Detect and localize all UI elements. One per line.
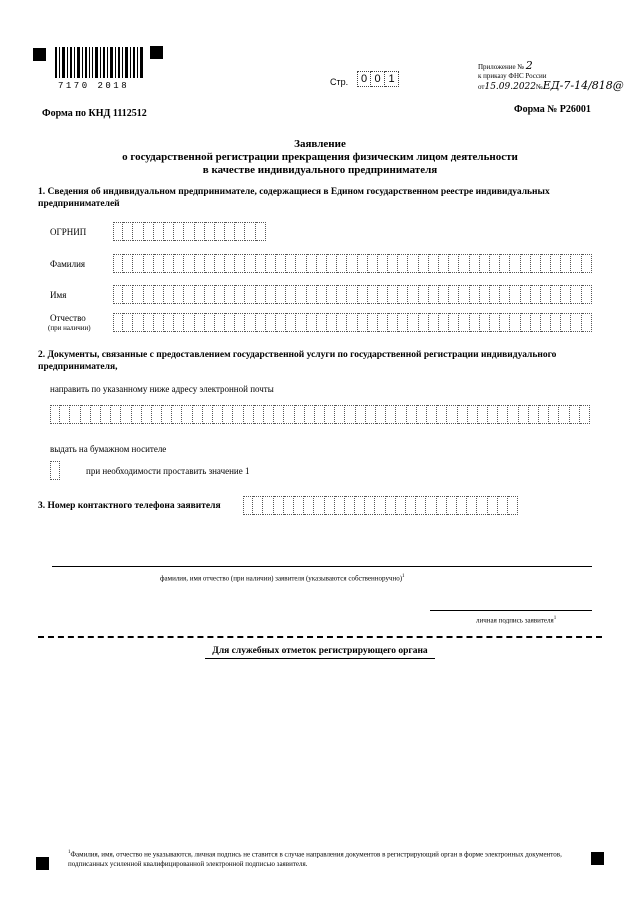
char-cell[interactable] xyxy=(113,254,123,273)
char-cell[interactable] xyxy=(398,254,408,273)
char-cell[interactable] xyxy=(480,313,490,332)
char-cell[interactable] xyxy=(245,222,255,241)
char-cell[interactable] xyxy=(337,254,347,273)
char-cell[interactable] xyxy=(266,254,276,273)
corner-marker-bottom-left xyxy=(36,857,49,870)
char-cell[interactable] xyxy=(426,496,436,515)
appendix-prefix: от xyxy=(478,83,485,91)
char-cell[interactable] xyxy=(551,254,561,273)
char-cell[interactable] xyxy=(244,405,254,424)
char-cell[interactable] xyxy=(213,405,223,424)
char-cell[interactable] xyxy=(235,313,245,332)
title-line1: Заявление xyxy=(294,138,346,150)
char-cell[interactable] xyxy=(225,222,235,241)
char-cell[interactable] xyxy=(245,285,255,304)
char-cell[interactable] xyxy=(559,405,569,424)
email-field[interactable] xyxy=(50,405,590,424)
surname-label: Фамилия xyxy=(50,259,86,269)
char-cell[interactable] xyxy=(368,254,378,273)
barcode-image xyxy=(55,47,145,78)
char-cell[interactable] xyxy=(233,405,243,424)
char-cell[interactable] xyxy=(490,313,500,332)
char-cell[interactable] xyxy=(184,254,194,273)
char-cell[interactable] xyxy=(215,222,225,241)
char-cell[interactable] xyxy=(417,405,427,424)
char-cell[interactable] xyxy=(478,405,488,424)
knd-code: Форма по КНД 1112512 xyxy=(42,108,147,119)
fio-caption-text: фамилия, имя отчество (при наличии) заявителя (указываются собственноручно) xyxy=(160,574,403,583)
page-label: Стр. xyxy=(330,77,349,87)
char-cell[interactable] xyxy=(347,254,357,273)
char-cell[interactable] xyxy=(335,496,345,515)
char-cell[interactable] xyxy=(429,313,439,332)
char-cell[interactable] xyxy=(245,313,255,332)
char-cell[interactable] xyxy=(327,285,337,304)
char-cell[interactable] xyxy=(467,496,477,515)
name-field[interactable] xyxy=(113,285,592,304)
office-heading-underline xyxy=(205,658,435,659)
char-cell[interactable] xyxy=(355,496,365,515)
char-cell[interactable] xyxy=(470,285,480,304)
char-cell[interactable] xyxy=(541,254,551,273)
char-cell[interactable] xyxy=(366,405,376,424)
char-cell[interactable] xyxy=(235,222,245,241)
char-cell[interactable] xyxy=(174,254,184,273)
char-cell[interactable] xyxy=(263,496,273,515)
char-cell[interactable] xyxy=(551,285,561,304)
char-cell[interactable] xyxy=(243,496,253,515)
char-cell[interactable] xyxy=(500,285,510,304)
appendix-number-sign: № xyxy=(536,83,543,91)
char-cell[interactable] xyxy=(172,405,182,424)
char-cell[interactable] xyxy=(174,313,184,332)
char-cell[interactable] xyxy=(256,285,266,304)
office-heading: Для служебных отметок регистрирующего органа xyxy=(212,646,428,656)
char-cell[interactable] xyxy=(419,313,429,332)
char-cell[interactable] xyxy=(327,313,337,332)
char-cell[interactable] xyxy=(541,313,551,332)
char-cell[interactable] xyxy=(133,254,143,273)
char-cell[interactable] xyxy=(439,285,449,304)
char-cell[interactable] xyxy=(490,285,500,304)
char-cell[interactable] xyxy=(521,285,531,304)
char-cell[interactable] xyxy=(521,313,531,332)
char-cell[interactable] xyxy=(164,285,174,304)
char-cell[interactable] xyxy=(195,313,205,332)
char-cell[interactable] xyxy=(388,313,398,332)
char-cell[interactable] xyxy=(215,313,225,332)
char-cell[interactable] xyxy=(205,285,215,304)
ogrnip-field[interactable] xyxy=(113,222,266,241)
char-cell[interactable] xyxy=(307,254,317,273)
phone-field[interactable] xyxy=(243,496,518,515)
char-cell[interactable] xyxy=(286,285,296,304)
char-cell[interactable] xyxy=(531,254,541,273)
char-cell[interactable] xyxy=(215,285,225,304)
char-cell[interactable] xyxy=(296,313,306,332)
char-cell[interactable] xyxy=(276,285,286,304)
char-cell[interactable] xyxy=(419,254,429,273)
footnote-marker: 1 xyxy=(68,850,71,855)
char-cell[interactable] xyxy=(123,254,133,273)
char-cell[interactable] xyxy=(470,254,480,273)
char-cell[interactable] xyxy=(510,254,520,273)
char-cell[interactable] xyxy=(396,405,406,424)
char-cell[interactable] xyxy=(203,405,213,424)
page-digit: 0 xyxy=(357,71,371,87)
char-cell[interactable] xyxy=(307,285,317,304)
appendix-reference xyxy=(478,61,624,92)
char-cell[interactable] xyxy=(296,285,306,304)
char-cell[interactable] xyxy=(253,496,263,515)
char-cell[interactable] xyxy=(266,285,276,304)
char-cell[interactable] xyxy=(60,405,70,424)
char-cell[interactable] xyxy=(561,285,571,304)
char-cell[interactable] xyxy=(274,405,284,424)
char-cell[interactable] xyxy=(274,496,284,515)
char-cell[interactable] xyxy=(368,313,378,332)
char-cell[interactable] xyxy=(386,405,396,424)
barcode-number: 7170 2018 xyxy=(58,81,130,91)
char-cell[interactable] xyxy=(368,285,378,304)
char-cell[interactable] xyxy=(152,405,162,424)
char-cell[interactable] xyxy=(582,254,592,273)
char-cell[interactable] xyxy=(91,405,101,424)
char-cell[interactable] xyxy=(195,222,205,241)
char-cell[interactable] xyxy=(133,222,143,241)
char-cell[interactable] xyxy=(266,313,276,332)
char-cell[interactable] xyxy=(480,254,490,273)
footnote xyxy=(68,848,588,869)
char-cell[interactable] xyxy=(294,496,304,515)
char-cell[interactable] xyxy=(154,313,164,332)
form-title xyxy=(0,138,640,177)
char-cell[interactable] xyxy=(427,405,437,424)
fio-caption xyxy=(160,574,405,582)
char-cell[interactable] xyxy=(378,313,388,332)
char-cell[interactable] xyxy=(419,285,429,304)
corner-marker-top-right xyxy=(150,46,163,59)
page-digit: 1 xyxy=(385,71,399,87)
signature-caption xyxy=(476,616,556,624)
char-cell[interactable] xyxy=(376,405,386,424)
char-cell[interactable] xyxy=(193,405,203,424)
char-cell[interactable] xyxy=(70,405,80,424)
char-cell[interactable] xyxy=(205,222,215,241)
signature-caption-text: личная подпись заявителя xyxy=(476,616,554,625)
char-cell[interactable] xyxy=(195,254,205,273)
char-cell[interactable] xyxy=(235,254,245,273)
char-cell[interactable] xyxy=(325,405,335,424)
char-cell[interactable] xyxy=(490,254,500,273)
ogrnip-label: ОГРНИП xyxy=(50,227,87,237)
char-cell[interactable] xyxy=(378,285,388,304)
char-cell[interactable] xyxy=(225,313,235,332)
char-cell[interactable] xyxy=(358,285,368,304)
char-cell[interactable] xyxy=(307,313,317,332)
fio-footnote-ref: 1 xyxy=(402,574,405,579)
char-cell[interactable] xyxy=(549,405,559,424)
char-cell[interactable] xyxy=(256,313,266,332)
char-cell[interactable] xyxy=(144,313,154,332)
appendix-number: 2 xyxy=(525,59,533,72)
paper-checkbox[interactable] xyxy=(50,461,60,480)
char-cell[interactable] xyxy=(437,405,447,424)
char-cell[interactable] xyxy=(317,254,327,273)
char-cell[interactable] xyxy=(235,285,245,304)
char-cell[interactable] xyxy=(335,405,345,424)
char-cell[interactable] xyxy=(429,285,439,304)
char-cell[interactable] xyxy=(458,405,468,424)
char-cell[interactable] xyxy=(408,254,418,273)
paper-label: выдать на бумажном носителе xyxy=(50,444,167,454)
char-cell[interactable] xyxy=(305,405,315,424)
char-cell[interactable] xyxy=(296,254,306,273)
char-cell[interactable] xyxy=(315,405,325,424)
char-cell[interactable] xyxy=(541,285,551,304)
char-cell[interactable] xyxy=(510,285,520,304)
char-cell[interactable] xyxy=(439,254,449,273)
char-cell[interactable] xyxy=(386,496,396,515)
char-cell[interactable] xyxy=(345,405,355,424)
char-cell[interactable] xyxy=(365,496,375,515)
char-cell[interactable] xyxy=(225,285,235,304)
char-cell[interactable] xyxy=(488,496,498,515)
char-cell[interactable] xyxy=(184,222,194,241)
char-cell[interactable] xyxy=(358,254,368,273)
char-cell[interactable] xyxy=(531,313,541,332)
char-cell[interactable] xyxy=(388,285,398,304)
char-cell[interactable] xyxy=(256,254,266,273)
char-cell[interactable] xyxy=(396,496,406,515)
patronymic-field[interactable] xyxy=(113,313,592,332)
char-cell[interactable] xyxy=(256,222,266,241)
paper-hint: при необходимости проставить значение 1 xyxy=(86,466,250,476)
char-cell[interactable] xyxy=(295,405,305,424)
char-cell[interactable] xyxy=(571,254,581,273)
char-cell[interactable] xyxy=(447,496,457,515)
char-cell[interactable] xyxy=(225,254,235,273)
appendix-line1: Приложение № xyxy=(478,63,524,71)
char-cell[interactable] xyxy=(510,313,520,332)
char-cell[interactable] xyxy=(327,254,337,273)
char-cell[interactable] xyxy=(284,405,294,424)
char-cell[interactable] xyxy=(276,254,286,273)
char-cell[interactable] xyxy=(406,496,416,515)
appendix-line2: к приказу ФНС России xyxy=(478,72,547,80)
signature-line xyxy=(430,610,592,611)
char-cell[interactable] xyxy=(580,405,590,424)
char-cell[interactable] xyxy=(113,222,123,241)
char-cell[interactable] xyxy=(437,496,447,515)
char-cell[interactable] xyxy=(162,405,172,424)
char-cell[interactable] xyxy=(174,285,184,304)
form-code: Форма № Р26001 xyxy=(514,104,591,115)
char-cell[interactable] xyxy=(358,313,368,332)
char-cell[interactable] xyxy=(449,313,459,332)
char-cell[interactable] xyxy=(142,405,152,424)
section3-heading: 3. Номер контактного телефона заявителя xyxy=(38,501,221,511)
section1-heading: 1. Сведения об индивидуальном предпринимателе, содержащиеся в Едином государственном реестре индивидуальных предпринимателей xyxy=(38,187,550,209)
corner-marker-bottom-right xyxy=(591,852,604,865)
name-label: Имя xyxy=(50,290,67,300)
char-cell[interactable] xyxy=(317,285,327,304)
section2-heading: 2. Документы, связанные с предоставлением государственной услуги по государственной регистрации индивидуального предпринимателя, xyxy=(38,350,557,372)
char-cell[interactable] xyxy=(205,313,215,332)
char-cell[interactable] xyxy=(561,313,571,332)
char-cell[interactable] xyxy=(81,405,91,424)
char-cell[interactable] xyxy=(154,285,164,304)
char-cell[interactable] xyxy=(121,405,131,424)
char-cell[interactable] xyxy=(133,285,143,304)
char-cell[interactable] xyxy=(457,496,467,515)
char-cell[interactable] xyxy=(408,313,418,332)
char-cell[interactable] xyxy=(498,405,508,424)
char-cell[interactable] xyxy=(408,285,418,304)
char-cell[interactable] xyxy=(337,313,347,332)
char-cell[interactable] xyxy=(317,313,327,332)
char-cell[interactable] xyxy=(439,313,449,332)
signature-footnote-ref: 1 xyxy=(553,616,557,621)
char-cell[interactable] xyxy=(529,405,539,424)
char-cell[interactable] xyxy=(164,222,174,241)
char-cell[interactable] xyxy=(304,496,314,515)
appendix-order: ЕД-7-14/818@ xyxy=(542,79,624,92)
char-cell[interactable] xyxy=(337,285,347,304)
char-cell[interactable] xyxy=(498,496,508,515)
title-line3: в качестве индивидуального предпринимателя xyxy=(202,164,438,176)
char-cell[interactable] xyxy=(539,405,549,424)
char-cell[interactable] xyxy=(447,405,457,424)
char-cell[interactable] xyxy=(215,254,225,273)
char-cell[interactable] xyxy=(378,254,388,273)
char-cell[interactable] xyxy=(459,254,469,273)
char-cell[interactable] xyxy=(164,254,174,273)
char-cell[interactable] xyxy=(50,461,60,480)
char-cell[interactable] xyxy=(480,285,490,304)
char-cell[interactable] xyxy=(488,405,498,424)
email-label: направить по указанному ниже адресу электронной почты xyxy=(50,384,274,394)
char-cell[interactable] xyxy=(470,313,480,332)
char-cell[interactable] xyxy=(582,313,592,332)
char-cell[interactable] xyxy=(286,313,296,332)
char-cell[interactable] xyxy=(223,405,233,424)
char-cell[interactable] xyxy=(113,285,123,304)
char-cell[interactable] xyxy=(325,496,335,515)
char-cell[interactable] xyxy=(468,405,478,424)
char-cell[interactable] xyxy=(154,254,164,273)
title-line2: о государственной регистрации прекращения физическим лицом деятельности xyxy=(122,151,518,163)
char-cell[interactable] xyxy=(101,405,111,424)
char-cell[interactable] xyxy=(500,313,510,332)
cut-line xyxy=(38,636,602,638)
char-cell[interactable] xyxy=(144,222,154,241)
char-cell[interactable] xyxy=(286,254,296,273)
char-cell[interactable] xyxy=(551,313,561,332)
char-cell[interactable] xyxy=(477,496,487,515)
char-cell[interactable] xyxy=(508,496,518,515)
char-cell[interactable] xyxy=(416,496,426,515)
char-cell[interactable] xyxy=(508,405,518,424)
page-digit: 0 xyxy=(371,71,385,87)
char-cell[interactable] xyxy=(113,313,123,332)
char-cell[interactable] xyxy=(347,313,357,332)
char-cell[interactable] xyxy=(388,254,398,273)
fio-line xyxy=(52,566,592,567)
char-cell[interactable] xyxy=(375,496,385,515)
patronymic-label: Отчество xyxy=(50,313,86,323)
char-cell[interactable] xyxy=(500,254,510,273)
char-cell[interactable] xyxy=(164,313,174,332)
char-cell[interactable] xyxy=(449,285,459,304)
char-cell[interactable] xyxy=(284,496,294,515)
char-cell[interactable] xyxy=(245,254,255,273)
char-cell[interactable] xyxy=(184,313,194,332)
char-cell[interactable] xyxy=(561,254,571,273)
char-cell[interactable] xyxy=(356,405,366,424)
char-cell[interactable] xyxy=(459,313,469,332)
appendix-date: 15.09.2022 xyxy=(484,82,536,92)
char-cell[interactable] xyxy=(521,254,531,273)
char-cell[interactable] xyxy=(519,405,529,424)
char-cell[interactable] xyxy=(276,313,286,332)
char-cell[interactable] xyxy=(570,405,580,424)
char-cell[interactable] xyxy=(459,285,469,304)
char-cell[interactable] xyxy=(531,285,541,304)
footnote-text: Фамилия, имя, отчество не указываются, личная подпись не ставится в случае направления документов в регистрирующий орган в форме электронных документов, подписанных усиленной квалифицированной электронной подписью заявителя. xyxy=(68,850,562,869)
char-cell[interactable] xyxy=(50,405,60,424)
char-cell[interactable] xyxy=(123,285,133,304)
surname-field[interactable] xyxy=(113,254,592,273)
char-cell[interactable] xyxy=(123,313,133,332)
corner-marker-top-left xyxy=(33,48,46,61)
char-cell[interactable] xyxy=(571,313,581,332)
char-cell[interactable] xyxy=(182,405,192,424)
char-cell[interactable] xyxy=(571,285,581,304)
char-cell[interactable] xyxy=(254,405,264,424)
char-cell[interactable] xyxy=(154,222,164,241)
char-cell[interactable] xyxy=(111,405,121,424)
char-cell[interactable] xyxy=(345,496,355,515)
char-cell[interactable] xyxy=(347,285,357,304)
char-cell[interactable] xyxy=(133,313,143,332)
char-cell[interactable] xyxy=(144,285,154,304)
char-cell[interactable] xyxy=(407,405,417,424)
char-cell[interactable] xyxy=(582,285,592,304)
page-number xyxy=(357,71,399,87)
char-cell[interactable] xyxy=(429,254,439,273)
char-cell[interactable] xyxy=(398,285,408,304)
char-cell[interactable] xyxy=(264,405,274,424)
char-cell[interactable] xyxy=(184,285,194,304)
char-cell[interactable] xyxy=(205,254,215,273)
char-cell[interactable] xyxy=(195,285,205,304)
char-cell[interactable] xyxy=(132,405,142,424)
char-cell[interactable] xyxy=(449,254,459,273)
char-cell[interactable] xyxy=(314,496,324,515)
char-cell[interactable] xyxy=(174,222,184,241)
char-cell[interactable] xyxy=(398,313,408,332)
char-cell[interactable] xyxy=(144,254,154,273)
char-cell[interactable] xyxy=(123,222,133,241)
patronymic-note: (при наличии) xyxy=(48,324,91,332)
